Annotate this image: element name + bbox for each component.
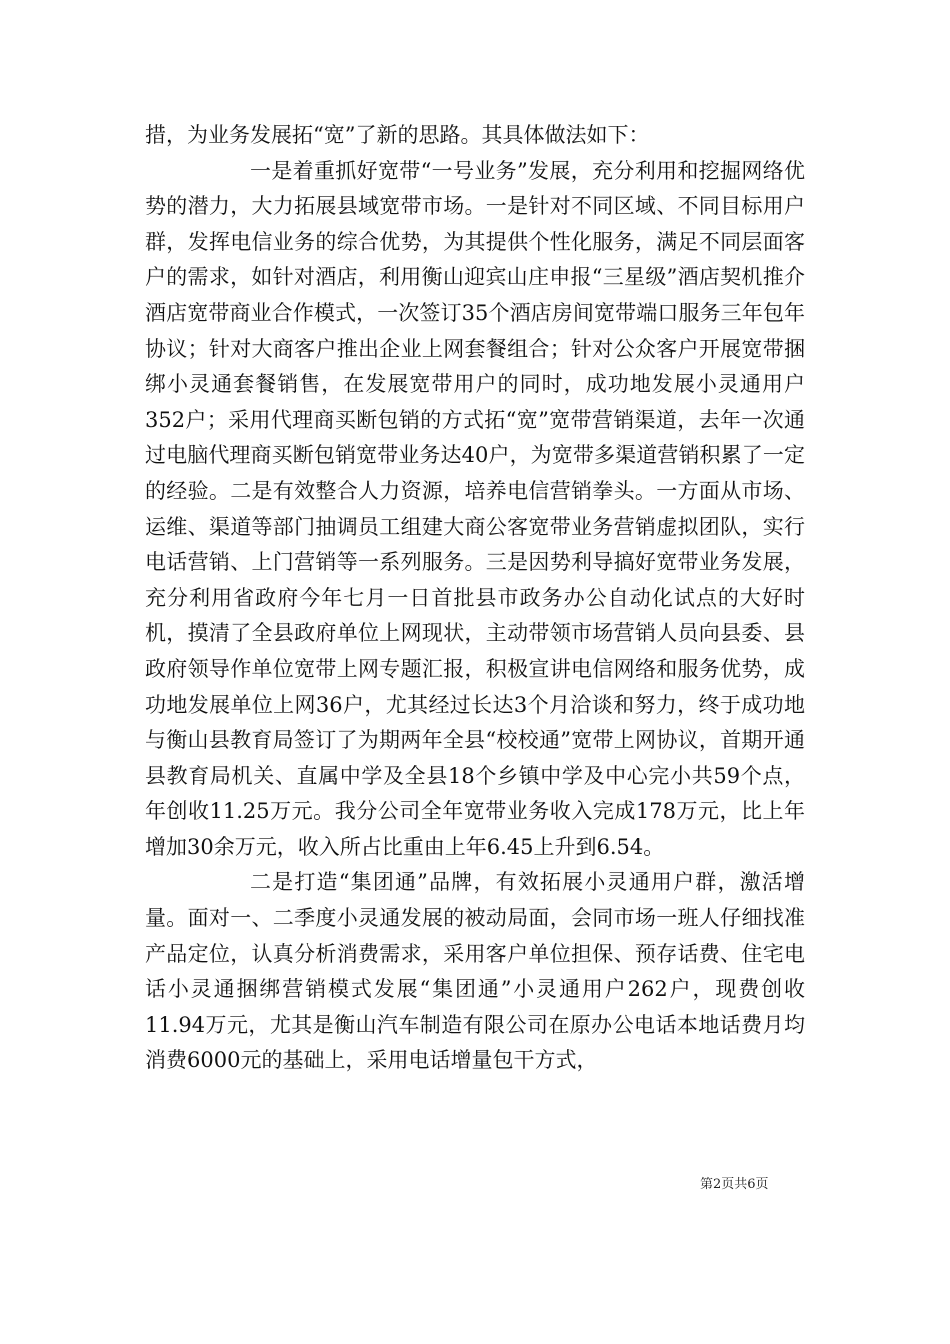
body-text [145, 118, 805, 1079]
paragraph-group-brand: 二是打造“集团通”品牌，有效拓展小灵通用户群，激活增量。面对一、二季度小灵通发展的被动局面，会同市场一班人仔细找准产品定位，认真分析消费需求，采用客户单位担保、预存话费、住宅电话小灵通捆绑营销模式发展“集团通”小灵通用户262户，现费创收11.94万元，尤其是衡山汽车制造有限公司在原办公电话本地话费月均消费6000元的基础上，采用电话增量包干方式， [145, 870, 805, 1073]
paragraph-broadband: 一是着重抓好宽带“一号业务”发展，充分利用和挖掘网络优势的潜力，大力拓展县域宽带市场。一是针对不同区域、不同目标用户群，发挥电信业务的综合优势，为其提供个性化服务，满足不同层面客户的需求，如针对酒店，利用衡山迎宾山庄申报“三星级”酒店契机推介酒店宽带商业合作模式，一次签订35个酒店房间宽带端口服务三年包年协议；针对大商客户推出企业上网套餐组合；针对公众客户开展宽带捆绑小灵通套餐销售，在发展宽带用户的同时，成功地发展小灵通用户352户；采用代理商买断包销的方式拓“宽”宽带营销渠道，去年一次通过电脑代理商买断包销宽带业务达40户，为宽带多渠道营销积累了一定的经验。二是有效整合人力资源，培养电信营销拳头。一方面从市场、运维、渠道等部门抽调员工组建大商公客宽带业务营销虚拟团队，实行电话营销、上门营销等一系列服务。三是因势利导搞好宽带业务发展，充分利用省政府今年七月一日首批县市政务办公自动化试点的大好时机，摸清了全县政府单位上网现状，主动带领市场营销人员向县委、县政府领导作单位宽带上网专题汇报，积极宣讲电信网络和服务优势，成功地发展单位上网36户，尤其经过长达3个月洽谈和努力，终于成功地与衡山县教育局签订了为期两年全县“校校通”宽带上网协议，首期开通县教育局机关、直属中学及全县18个乡镇中学及中心完小共59个点，年创收11.25万元。我分公司全年宽带业务收入完成178万元，比上年增加30余万元，收入所占比重由上年6.45上升到6.54。 [145, 158, 805, 859]
page-number-footer: 第2页共6页 [700, 1177, 769, 1192]
paragraph-continuation: 措，为业务发展拓“宽”了新的思路。其具体做法如下： [145, 123, 650, 147]
